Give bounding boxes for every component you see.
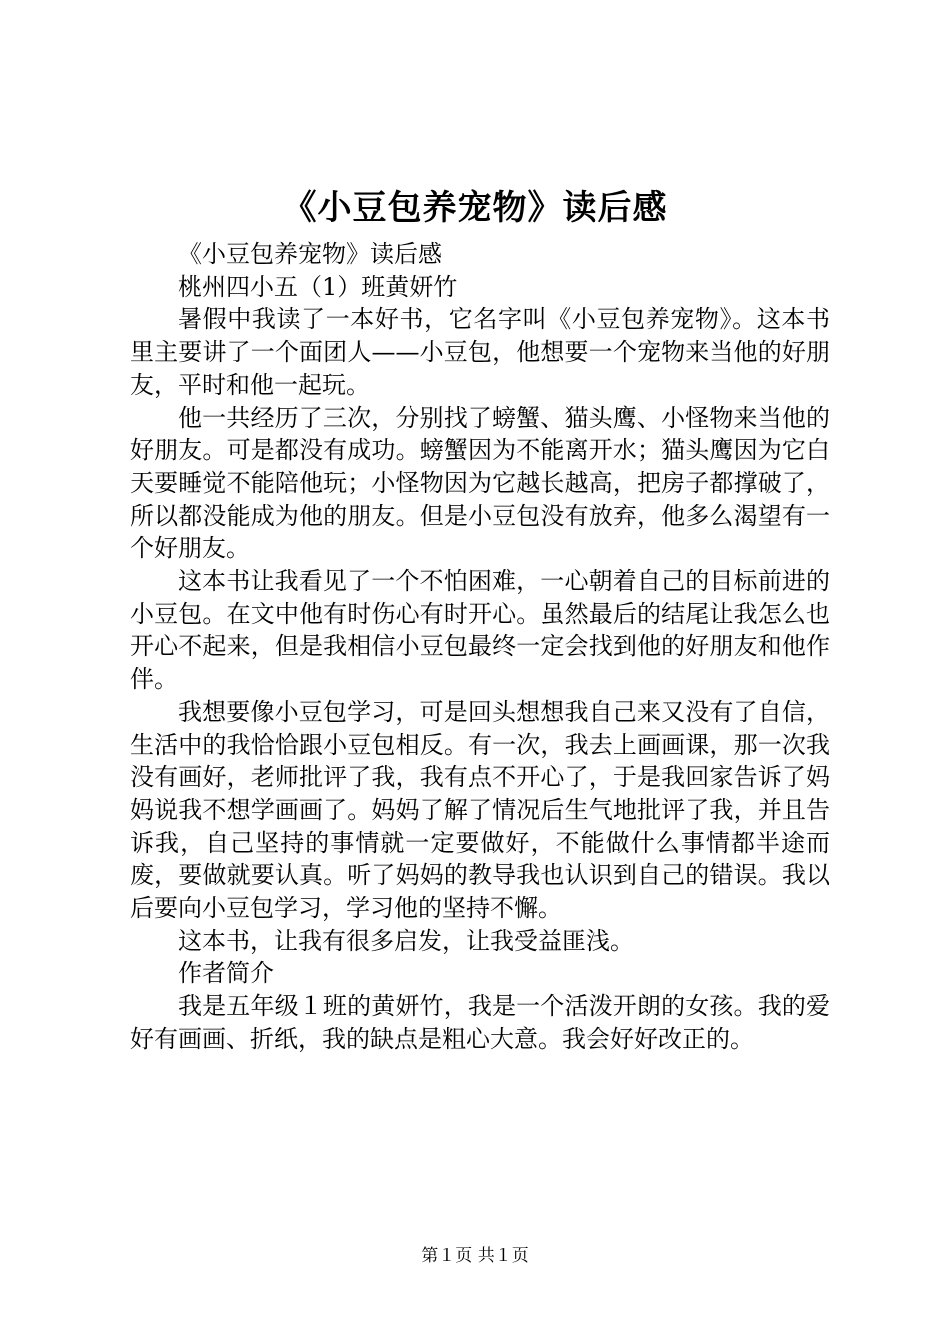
page-footer: 第１页 共１页 xyxy=(421,1246,529,1266)
paragraph: 暑假中我读了一本好书，它名字叫《小豆包养宠物》。这本书里主要讲了一个面团人——小豆包，他想要一个宠物来当他的好朋友，平时和他一起玩。 xyxy=(130,305,830,399)
paragraph: 我是五年级１班的黄妍竹，我是一个活泼开朗的女孩。我的爱好有画画、折纸，我的缺点是粗心大意。我会好好改正的。 xyxy=(130,992,830,1053)
paragraph: 他一共经历了三次，分别找了螃蟹、猫头鹰、小怪物来当他的好朋友。可是都没有成功。螃蟹因为不能离开水；猫头鹰因为它白天要睡觉不能陪他玩；小怪物因为它越长越高，把房子都撑破了，所以都没能成为他的朋友。但是小豆包没有放弃，他多么渴望有一个好朋友。 xyxy=(130,403,830,563)
paragraph: 我想要像小豆包学习，可是回头想想我自己来又没有了自信，生活中的我恰恰跟小豆包相反。有一次，我去上画画课，那一次我没有画好，老师批评了我，我有点不开心了，于是我回家告诉了妈妈说我不想学画画了。妈妈了解了情况后生气地批评了我，并且告诉我，自己坚持的事情就一定要做好，不能做什么事情都半途而废，要做就要认真。听了妈妈的教导我也认识到自己的错误。我以后要向小豆包学习，学习他的坚持不懈。 xyxy=(130,697,830,923)
paragraph-book-title: 《小豆包养宠物》读后感 xyxy=(178,240,442,268)
paragraph-heading-author-intro: 作者简介 xyxy=(178,959,274,988)
document-title: 《小豆包养宠物》读后感 xyxy=(282,188,668,228)
document-body xyxy=(130,238,830,1056)
paragraph: 这本书让我看见了一个不怕困难，一心朝着自己的目标前进的小豆包。在文中他有时伤心有时开心。虽然最后的结尾让我怎么也开心不起来，但是我相信小豆包最终一定会找到他的好朋友和他作伴。 xyxy=(130,567,830,694)
paragraph-author-line: 桃州四小五（1）班黄妍竹 xyxy=(178,272,458,301)
paragraph: 这本书，让我有很多启发，让我受益匪浅。 xyxy=(178,926,634,955)
